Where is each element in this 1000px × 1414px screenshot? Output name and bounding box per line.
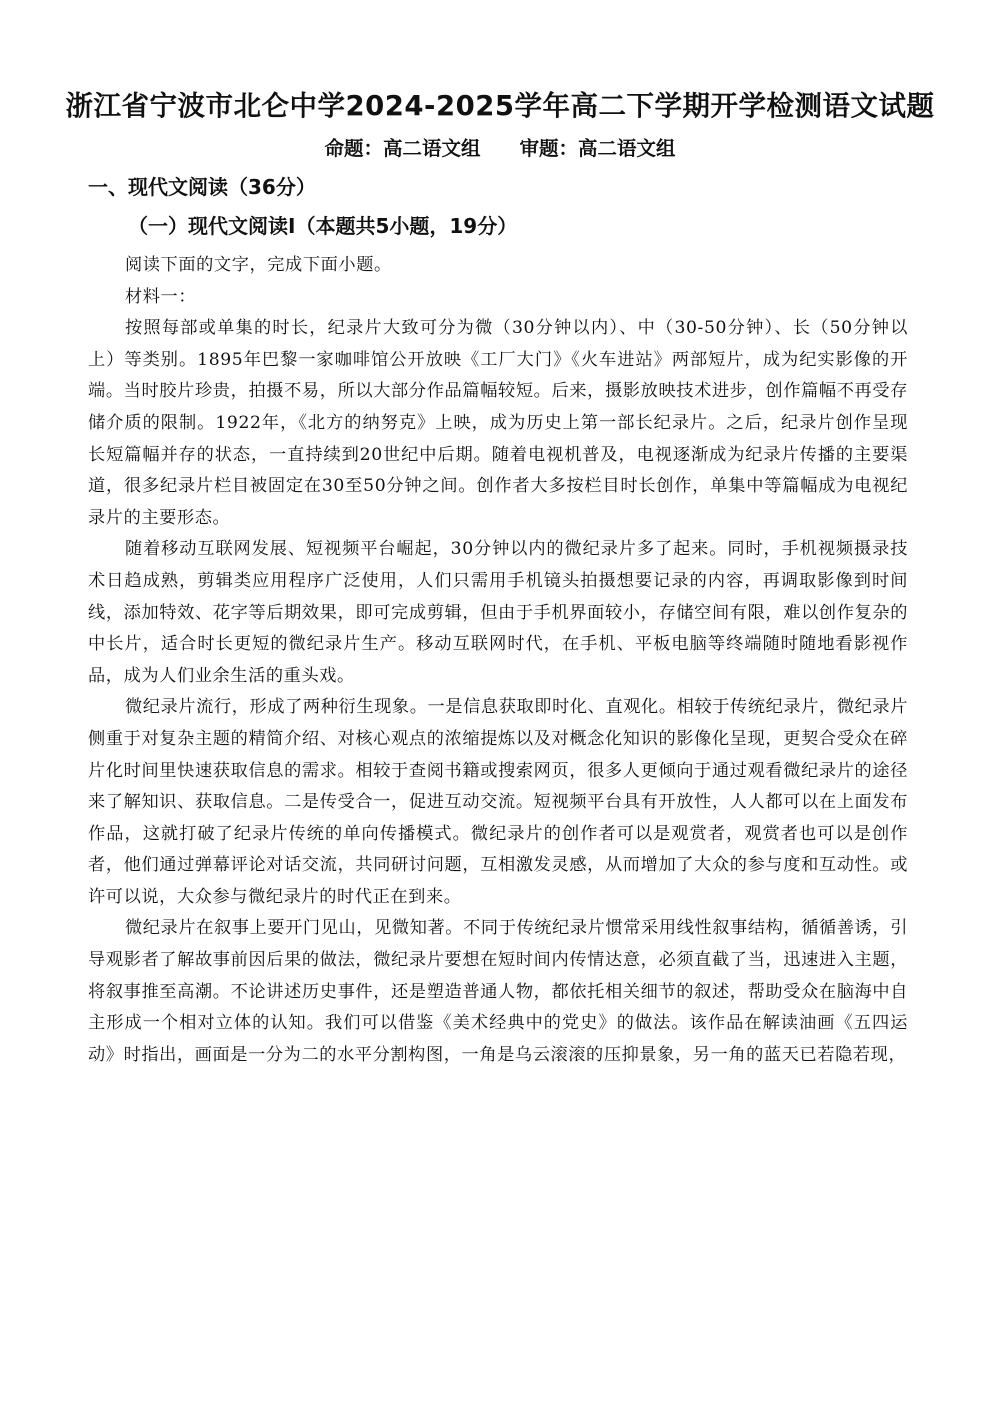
paragraph: 按照每部或单集的时长，纪录片大致可分为微（30分钟以内）、中（30-50分钟）、长（50分钟以上）等类别。1895年巴黎一家咖啡馆公开放映《工厂大门》《火车进站》两部短片，成为纪实影像的开端。当时胶片珍贵，拍摄不易，所以大部分作品篇幅较短。后来，摄影放映技术进步，创作篇幅不再受存储介质的限制。1922年，《北方的纳努克》上映，成为历史上第一部长纪录片。之后，纪录片创作呈现长短篇幅并存的状态，一直持续到20世纪中后期。随着电视机普及，电视逐渐成为纪录片传播的主要渠道，很多纪录片栏目被固定在30至50分钟之间。创作者大多按栏目时长创作，单集中等篇幅成为电视纪录片的主要形态。 bbox=[88, 318, 908, 528]
paragraph: 随着移动互联网发展、短视频平台崛起，30分钟以内的微纪录片多了起来。同时，手机视频摄录技术日趋成熟，剪辑类应用程序广泛使用，人们只需用手机镜头拍摄想要记录的内容，再调取影像到时间线，添加特效、花字等后期效果，即可完成剪辑，但由于手机界面较小，存储空间有限，难以创作复杂的中长片，适合时长更短的微纪录片生产。移动互联网时代，在手机、平板电脑等终端随时随地看影视作品，成为人们业余生活的重头戏。 bbox=[88, 539, 908, 686]
paragraph: 微纪录片在叙事上要开门见山，见微知著。不同于传统纪录片惯常采用线性叙事结构，循循善诱，引导观影者了解故事前因后果的做法，微纪录片要想在短时间内传情达意，必须直截了当，迅速进入主题，将叙事推至高潮。不论讲述历史事件，还是塑造普通人物，都依托相关细节的叙述，帮助受众在脑海中自主形成一个相对立体的认知。我们可以借鉴《美术经典中的党史》的做法。该作品在解读油画《五四运动》时指出，画面是一分为二的水平分割构图，一角是乌云滚滚的压抑景象，另一角的蓝天已若隐若现， bbox=[88, 918, 908, 1065]
material-label: 材料一： bbox=[124, 286, 197, 307]
reading-passage bbox=[88, 250, 908, 1071]
instruction-text: 阅读下面的文字，完成下面小题。 bbox=[124, 255, 392, 275]
exam-title: 浙江省宁波市北仑中学2024-2025学年高二下学期开学检测语文试题 bbox=[65, 90, 935, 122]
paragraph: 微纪录片流行，形成了两种衍生现象。一是信息获取即时化、直观化。相较于传统纪录片，微纪录片侧重于对复杂主题的精简介绍、对核心观点的浓缩提炼以及对概念化知识的影像化呈现，更契合受众在碎片化时间里快速获取信息的需求。相较于查阅书籍或搜索网页，很多人更倾向于通过观看微纪录片的途径来了解知识、获取信息。二是传受合一，促进互动交流。短视频平台具有开放性，人人都可以在上面发布作品，这就打破了纪录片传统的单向传播模式。微纪录片的创作者可以是观赏者，观赏者也可以是创作者，他们通过弹幕评论对话交流，共同研讨问题，互相激发灵感，从而增加了大众的参与度和互动性。或许可以说，大众参与微纪录片的时代正在到来。 bbox=[88, 697, 908, 907]
section-heading: 一、现代文阅读（36分） bbox=[88, 175, 316, 199]
authors-line: 命题：高二语文组 审题：高二语文组 bbox=[324, 137, 676, 160]
subsection-heading: （一）现代文阅读Ⅰ（本题共5小题，19分） bbox=[128, 214, 518, 238]
